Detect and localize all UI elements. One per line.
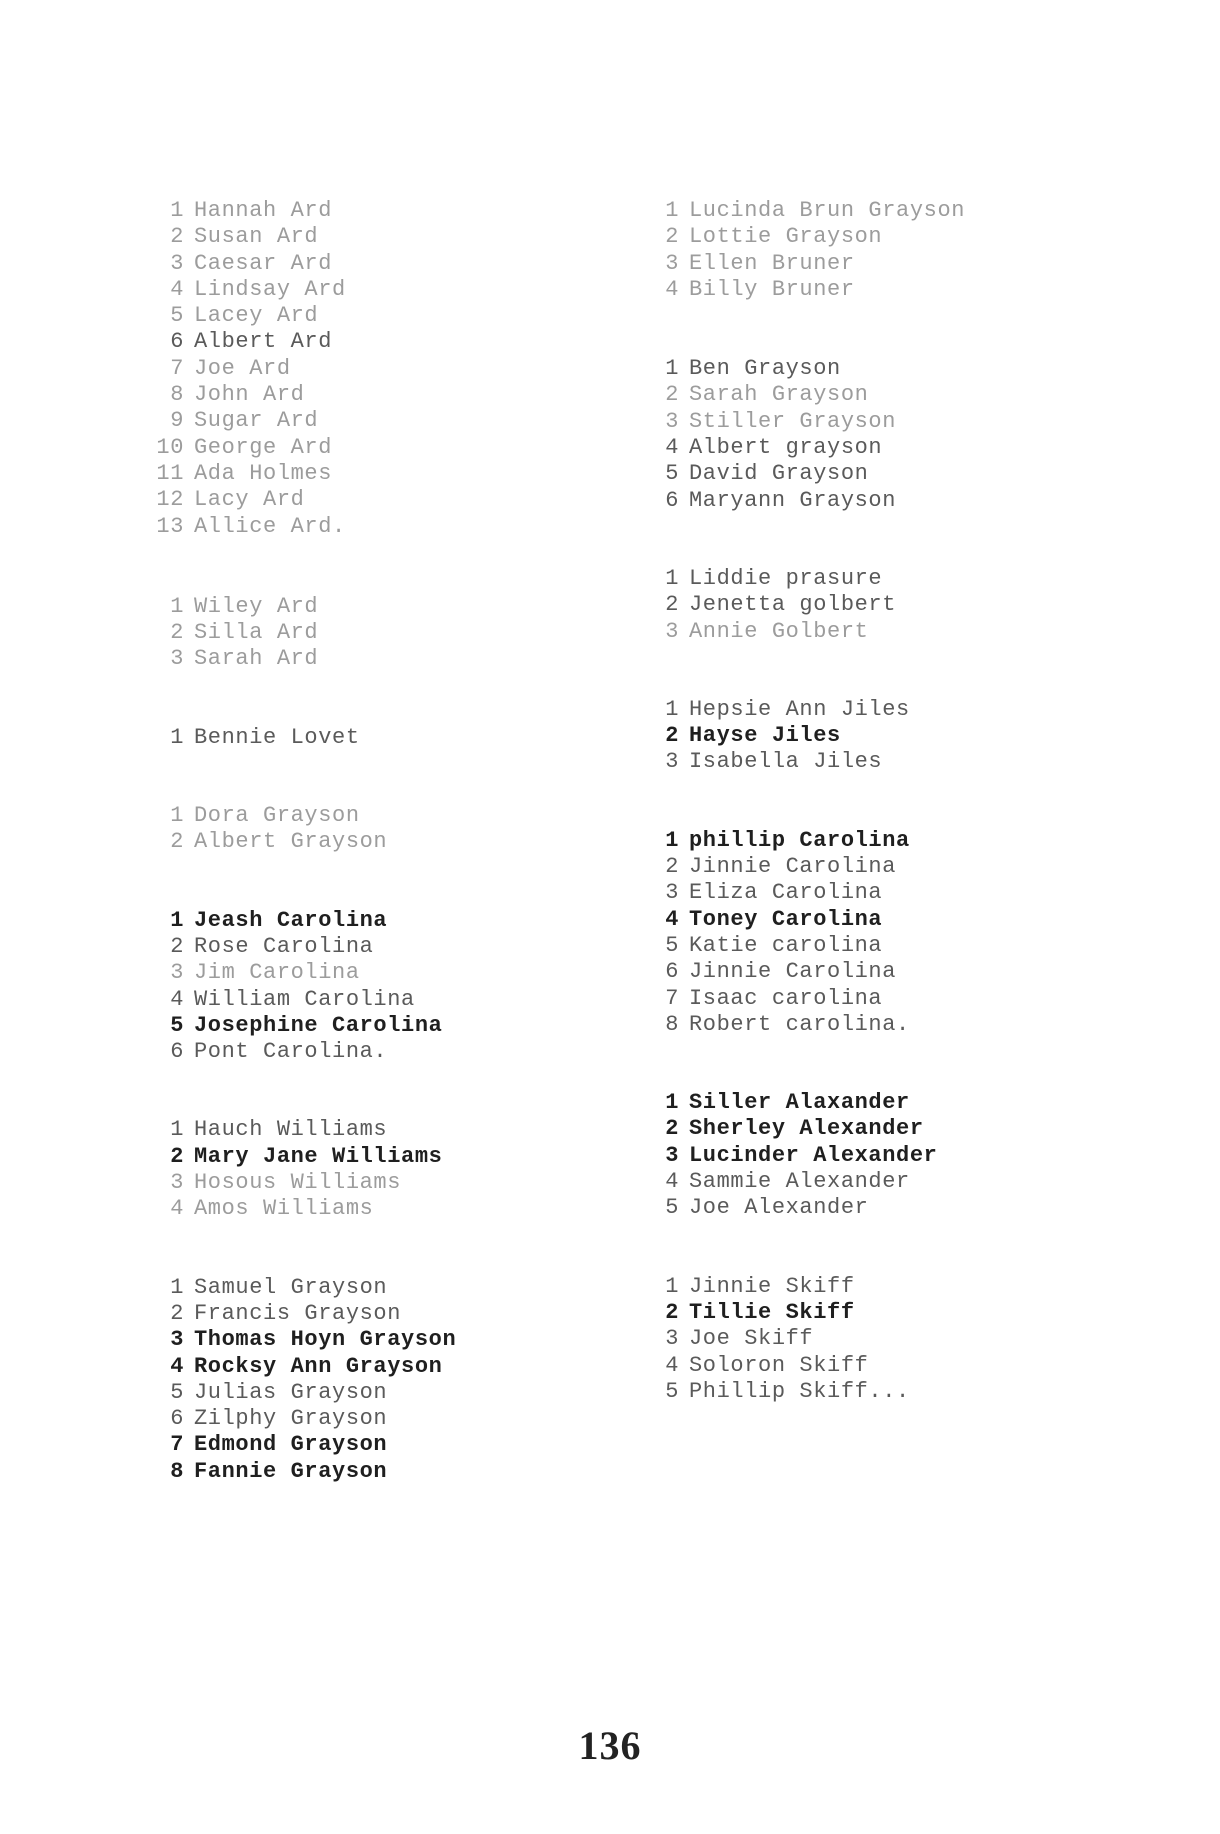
entry-number: 2 bbox=[665, 382, 679, 408]
list-item bbox=[150, 803, 580, 829]
entry-number: 3 bbox=[170, 1327, 184, 1353]
entry-name: Jenetta golbert bbox=[689, 592, 897, 618]
entry-number: 4 bbox=[665, 276, 679, 302]
entry-number: 3 bbox=[665, 749, 679, 775]
entry-number: 3 bbox=[665, 1326, 679, 1352]
entry-number: 1 bbox=[170, 1117, 184, 1143]
entry-name: Ellen Bruner bbox=[689, 250, 855, 276]
list-item bbox=[150, 408, 580, 434]
entry-name: Isaac carolina bbox=[689, 985, 883, 1011]
list-item bbox=[150, 620, 580, 646]
entry-number: 6 bbox=[665, 487, 679, 513]
list-item bbox=[645, 592, 1075, 618]
family-group bbox=[645, 356, 1075, 514]
entry-number: 6 bbox=[170, 1039, 184, 1065]
entry-number: 12 bbox=[156, 487, 184, 513]
entry-name: Liddie prasure bbox=[689, 565, 883, 591]
entry-number: 5 bbox=[170, 1379, 184, 1405]
entry-name: Hosous Williams bbox=[194, 1170, 402, 1196]
list-item bbox=[645, 1300, 1075, 1326]
family-group bbox=[645, 1090, 1075, 1221]
entry-number: 3 bbox=[665, 880, 679, 906]
entry-name: Jinnie Carolina bbox=[689, 854, 897, 880]
entry-number: 3 bbox=[665, 250, 679, 276]
entry-name: Pont Carolina. bbox=[194, 1039, 388, 1065]
entry-number: 1 bbox=[665, 356, 679, 382]
entry-number: 2 bbox=[665, 1299, 679, 1325]
list-item bbox=[645, 1090, 1075, 1116]
entry-name: Hauch Williams bbox=[194, 1117, 388, 1143]
entry-number: 1 bbox=[170, 907, 184, 933]
list-item bbox=[645, 1012, 1075, 1038]
entry-name: David Grayson bbox=[689, 461, 869, 487]
entry-number: 8 bbox=[170, 1458, 184, 1484]
list-item bbox=[150, 487, 580, 513]
entry-name: Joe Skiff bbox=[689, 1326, 814, 1352]
entry-number: 2 bbox=[665, 723, 679, 749]
entry-number: 7 bbox=[170, 355, 184, 381]
list-item bbox=[150, 1170, 580, 1196]
entry-number: 5 bbox=[170, 1012, 184, 1038]
family-group bbox=[150, 803, 580, 856]
entry-number: 1 bbox=[170, 198, 184, 223]
list-item bbox=[645, 828, 1075, 854]
entry-number: 9 bbox=[170, 408, 184, 434]
entry-number: 5 bbox=[170, 303, 184, 329]
entry-number: 4 bbox=[170, 1196, 184, 1222]
family-group bbox=[150, 198, 580, 540]
entry-number: 7 bbox=[170, 1432, 184, 1458]
entry-name: Francis Grayson bbox=[194, 1300, 402, 1326]
entry-name: Annie Golbert bbox=[689, 618, 869, 644]
list-item bbox=[645, 619, 1075, 645]
entry-name: Jim Carolina bbox=[194, 960, 360, 986]
family-group bbox=[150, 1117, 580, 1222]
entry-name: Jinnie Skiff bbox=[689, 1273, 855, 1299]
list-item bbox=[150, 1039, 580, 1065]
list-item bbox=[150, 960, 580, 986]
entry-name: Allice Ard. bbox=[194, 513, 346, 539]
entry-number: 1 bbox=[665, 1090, 679, 1116]
entry-number: 5 bbox=[665, 461, 679, 487]
entry-name: Rose Carolina bbox=[194, 933, 374, 959]
list-item bbox=[645, 409, 1075, 435]
entry-number: 1 bbox=[665, 565, 679, 591]
list-item bbox=[645, 907, 1075, 933]
entry-name: Mary Jane Williams bbox=[194, 1143, 443, 1169]
family-group bbox=[150, 594, 580, 673]
entry-name: William Carolina bbox=[194, 986, 415, 1012]
family-group bbox=[645, 566, 1075, 645]
family-group bbox=[645, 697, 1075, 776]
entry-name: Sugar Ard bbox=[194, 408, 319, 434]
list-item bbox=[150, 251, 580, 277]
entry-number: 13 bbox=[156, 513, 184, 539]
family-group bbox=[150, 908, 580, 1066]
list-item bbox=[645, 198, 1075, 224]
entry-name: Sammie Alexander bbox=[689, 1169, 910, 1195]
entry-name: Tillie Skiff bbox=[689, 1299, 855, 1325]
entry-number: 3 bbox=[665, 1142, 679, 1168]
entry-name: phillip Carolina bbox=[689, 827, 910, 853]
list-item bbox=[645, 224, 1075, 250]
entry-name: Zilphy Grayson bbox=[194, 1406, 388, 1432]
list-item bbox=[150, 1144, 580, 1170]
entry-name: Edmond Grayson bbox=[194, 1432, 388, 1458]
list-item bbox=[645, 435, 1075, 461]
list-item bbox=[645, 566, 1075, 592]
list-item bbox=[645, 749, 1075, 775]
entry-number: 1 bbox=[170, 803, 184, 829]
entry-name: Joe Alexander bbox=[689, 1195, 869, 1221]
list-item bbox=[645, 1169, 1075, 1195]
entry-name: Isabella Jiles bbox=[689, 749, 883, 775]
entry-name: Rocksy Ann Grayson bbox=[194, 1353, 443, 1379]
entry-name: Phillip Skiff... bbox=[689, 1378, 910, 1404]
entry-number: 3 bbox=[170, 1170, 184, 1196]
entry-name: Ben Grayson bbox=[689, 356, 841, 382]
entry-number: 2 bbox=[170, 224, 184, 250]
list-item bbox=[150, 594, 580, 620]
entry-number: 2 bbox=[665, 224, 679, 250]
entry-number: 4 bbox=[170, 1353, 184, 1379]
list-item bbox=[150, 908, 580, 934]
list-item bbox=[150, 277, 580, 303]
entry-name: Samuel Grayson bbox=[194, 1274, 388, 1300]
entry-number: 3 bbox=[665, 408, 679, 434]
entry-number: 11 bbox=[156, 460, 184, 486]
list-item bbox=[150, 303, 580, 329]
entry-number: 4 bbox=[170, 276, 184, 302]
entry-name: Josephine Carolina bbox=[194, 1012, 443, 1038]
entry-name: Amos Williams bbox=[194, 1196, 374, 1222]
entry-number: 6 bbox=[170, 329, 184, 355]
list-item bbox=[150, 1459, 580, 1485]
entry-number: 2 bbox=[170, 829, 184, 855]
entry-name: Albert grayson bbox=[689, 435, 883, 461]
list-item bbox=[645, 723, 1075, 749]
list-item bbox=[645, 1353, 1075, 1379]
entry-number: 4 bbox=[665, 1352, 679, 1378]
list-item bbox=[645, 986, 1075, 1012]
entry-number: 4 bbox=[665, 906, 679, 932]
entry-name: Jinnie Carolina bbox=[689, 959, 897, 985]
entry-name: Wiley Ard bbox=[194, 593, 319, 619]
entry-name: George Ard bbox=[194, 434, 333, 460]
entry-number: 1 bbox=[665, 1273, 679, 1299]
entry-name: Lottie Grayson bbox=[689, 224, 883, 250]
entry-name: Eliza Carolina bbox=[689, 880, 883, 906]
list-item bbox=[645, 277, 1075, 303]
entry-number: 6 bbox=[170, 1406, 184, 1432]
entry-name: Julias Grayson bbox=[194, 1379, 388, 1405]
entry-name: Caesar Ard bbox=[194, 250, 333, 276]
entry-name: Ada Holmes bbox=[194, 460, 333, 486]
entry-number: 2 bbox=[170, 1300, 184, 1326]
list-item bbox=[150, 329, 580, 355]
entry-name: Jeash Carolina bbox=[194, 907, 388, 933]
list-item bbox=[150, 1301, 580, 1327]
list-item bbox=[150, 934, 580, 960]
entry-number: 7 bbox=[665, 985, 679, 1011]
entry-name: Albert Ard bbox=[194, 329, 333, 355]
entry-number: 10 bbox=[156, 434, 184, 460]
entry-name: Dora Grayson bbox=[194, 803, 360, 829]
family-group bbox=[150, 725, 580, 751]
entry-name: Joe Ard bbox=[194, 355, 291, 381]
entry-name: Maryann Grayson bbox=[689, 487, 897, 513]
entry-name: Billy Bruner bbox=[689, 276, 855, 302]
entry-number: 1 bbox=[170, 593, 184, 619]
entry-number: 4 bbox=[665, 435, 679, 461]
entry-number: 1 bbox=[665, 696, 679, 722]
left-column bbox=[150, 198, 580, 1485]
entry-number: 3 bbox=[170, 960, 184, 986]
list-item bbox=[645, 933, 1075, 959]
entry-name: Lacy Ard bbox=[194, 487, 305, 513]
list-item bbox=[150, 1406, 580, 1432]
list-item bbox=[150, 725, 580, 751]
list-item bbox=[150, 198, 580, 224]
entry-name: Fannie Grayson bbox=[194, 1458, 388, 1484]
list-item bbox=[150, 646, 580, 672]
list-item bbox=[645, 854, 1075, 880]
list-item bbox=[150, 1013, 580, 1039]
entry-name: Soloron Skiff bbox=[689, 1352, 869, 1378]
entry-name: Silla Ard bbox=[194, 620, 319, 646]
family-group bbox=[645, 1274, 1075, 1405]
entry-number: 1 bbox=[170, 724, 184, 750]
entry-number: 4 bbox=[665, 1169, 679, 1195]
entry-name: John Ard bbox=[194, 382, 305, 408]
list-item bbox=[150, 1117, 580, 1143]
entry-number: 6 bbox=[665, 959, 679, 985]
list-item bbox=[645, 356, 1075, 382]
list-item bbox=[150, 829, 580, 855]
list-item bbox=[150, 461, 580, 487]
entry-number: 2 bbox=[665, 592, 679, 618]
entry-number: 8 bbox=[170, 382, 184, 408]
entry-name: Lucinda Brun Grayson bbox=[689, 198, 966, 223]
entry-number: 5 bbox=[665, 932, 679, 958]
list-item bbox=[150, 435, 580, 461]
entry-number: 2 bbox=[665, 854, 679, 880]
page-number: 136 bbox=[578, 1723, 642, 1768]
entry-name: Stiller Grayson bbox=[689, 408, 897, 434]
entry-name: Lacey Ard bbox=[194, 303, 319, 329]
entry-name: Katie carolina bbox=[689, 932, 883, 958]
entry-number: 3 bbox=[665, 618, 679, 644]
list-item bbox=[645, 959, 1075, 985]
entry-name: Bennie Lovet bbox=[194, 724, 360, 750]
entry-name: Sarah Grayson bbox=[689, 382, 869, 408]
list-item bbox=[150, 356, 580, 382]
entry-number: 2 bbox=[170, 933, 184, 959]
family-group bbox=[645, 198, 1075, 303]
list-item bbox=[645, 697, 1075, 723]
entry-name: Robert carolina. bbox=[689, 1011, 910, 1037]
list-item bbox=[645, 880, 1075, 906]
list-item bbox=[645, 251, 1075, 277]
family-group bbox=[150, 1275, 580, 1485]
list-item bbox=[150, 1354, 580, 1380]
entry-number: 3 bbox=[170, 646, 184, 672]
list-item bbox=[645, 488, 1075, 514]
entry-name: Hayse Jiles bbox=[689, 723, 841, 749]
entry-name: Hepsie Ann Jiles bbox=[689, 696, 910, 722]
list-item bbox=[150, 382, 580, 408]
entry-number: 1 bbox=[665, 198, 679, 223]
family-group bbox=[645, 828, 1075, 1038]
list-item bbox=[150, 1327, 580, 1353]
entry-number: 5 bbox=[665, 1195, 679, 1221]
entry-name: Hannah Ard bbox=[194, 198, 333, 223]
list-item bbox=[150, 1196, 580, 1222]
entry-name: Toney Carolina bbox=[689, 906, 883, 932]
list-item bbox=[645, 1143, 1075, 1169]
entry-name: Sarah Ard bbox=[194, 646, 319, 672]
list-item bbox=[645, 461, 1075, 487]
list-item bbox=[645, 382, 1075, 408]
entry-name: Lindsay Ard bbox=[194, 276, 346, 302]
list-item bbox=[645, 1195, 1075, 1221]
list-item bbox=[150, 224, 580, 250]
entry-name: Susan Ard bbox=[194, 224, 319, 250]
list-item bbox=[150, 514, 580, 540]
entry-number: 3 bbox=[170, 250, 184, 276]
entry-name: Siller Alaxander bbox=[689, 1090, 910, 1116]
list-item bbox=[645, 1116, 1075, 1142]
list-item bbox=[645, 1379, 1075, 1405]
list-item bbox=[150, 1432, 580, 1458]
entry-name: Sherley Alexander bbox=[689, 1116, 924, 1142]
entry-number: 2 bbox=[665, 1116, 679, 1142]
list-item bbox=[645, 1326, 1075, 1352]
right-column bbox=[645, 198, 1075, 1405]
entry-number: 4 bbox=[170, 986, 184, 1012]
entry-number: 2 bbox=[170, 620, 184, 646]
entry-number: 5 bbox=[665, 1378, 679, 1404]
list-item bbox=[645, 1274, 1075, 1300]
entry-number: 1 bbox=[170, 1274, 184, 1300]
entry-number: 8 bbox=[665, 1011, 679, 1037]
entry-name: Albert Grayson bbox=[194, 829, 388, 855]
entry-number: 2 bbox=[170, 1143, 184, 1169]
entry-name: Lucinder Alexander bbox=[689, 1142, 938, 1168]
list-item bbox=[150, 1275, 580, 1301]
list-item bbox=[150, 987, 580, 1013]
list-item bbox=[150, 1380, 580, 1406]
entry-name: Thomas Hoyn Grayson bbox=[194, 1327, 457, 1353]
entry-number: 1 bbox=[665, 827, 679, 853]
